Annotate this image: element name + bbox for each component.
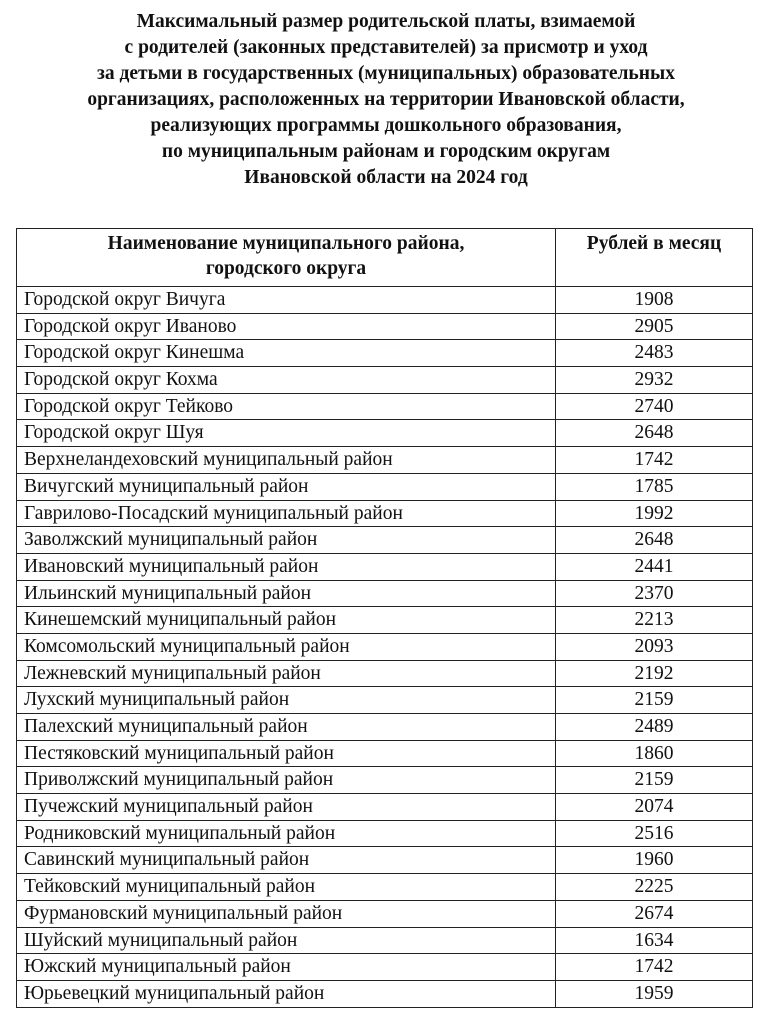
municipality-name-cell: Заволжский муниципальный район	[17, 527, 556, 554]
fee-value-cell: 1959	[556, 980, 753, 1007]
table-row	[17, 420, 753, 447]
table-body	[17, 287, 753, 1008]
fee-value-cell: 2213	[556, 607, 753, 634]
title-line: с родителей (законных представителей) за присмотр и уход	[124, 37, 648, 58]
municipality-name-cell: Городской округ Тейково	[17, 393, 556, 420]
table-row	[17, 633, 753, 660]
table-row	[17, 687, 753, 714]
table-row	[17, 767, 753, 794]
municipality-name-cell: Городской округ Вичуга	[17, 287, 556, 314]
municipality-name-cell: Родниковский муниципальный район	[17, 820, 556, 847]
fee-value-cell: 2370	[556, 580, 753, 607]
table-row	[17, 447, 753, 474]
municipality-name-cell: Лухский муниципальный район	[17, 687, 556, 714]
document-title	[0, 9, 772, 191]
fee-value-cell: 1785	[556, 473, 753, 500]
fee-value-cell: 2093	[556, 633, 753, 660]
column-header-name-line: Наименование муниципального района,	[107, 233, 465, 254]
fee-value-cell: 2192	[556, 660, 753, 687]
municipality-name-cell: Савинский муниципальный район	[17, 847, 556, 874]
title-line: организациях, расположенных на территории Ивановской области,	[87, 89, 685, 110]
title-line: по муниципальным районам и городским округам	[161, 141, 611, 162]
municipality-name-cell: Ивановский муниципальный район	[17, 553, 556, 580]
fee-value-cell: 1634	[556, 927, 753, 954]
fee-value-cell: 2648	[556, 527, 753, 554]
table-row	[17, 900, 753, 927]
fee-value-cell: 1992	[556, 500, 753, 527]
fee-value-cell: 2932	[556, 367, 753, 394]
municipality-name-cell: Городской округ Кохма	[17, 367, 556, 394]
municipality-name-cell: Комсомольский муниципальный район	[17, 633, 556, 660]
table-row	[17, 740, 753, 767]
table-row	[17, 553, 753, 580]
fee-value-cell: 2648	[556, 420, 753, 447]
table-row	[17, 660, 753, 687]
municipality-name-cell: Приволжский муниципальный район	[17, 767, 556, 794]
fee-value-cell: 2489	[556, 714, 753, 741]
table-row	[17, 714, 753, 741]
municipality-name-cell: Тейковский муниципальный район	[17, 874, 556, 901]
table-row	[17, 874, 753, 901]
fee-value-cell: 1742	[556, 447, 753, 474]
table-row	[17, 980, 753, 1007]
table-row	[17, 340, 753, 367]
table-row	[17, 367, 753, 394]
fee-value-cell: 2441	[556, 553, 753, 580]
column-header-value-label: Рублей в месяц	[586, 233, 722, 254]
table-row	[17, 607, 753, 634]
fee-value-cell: 2159	[556, 767, 753, 794]
fee-value-cell: 2740	[556, 393, 753, 420]
table-row	[17, 500, 753, 527]
fee-value-cell: 1860	[556, 740, 753, 767]
municipality-name-cell: Южский муниципальный район	[17, 954, 556, 981]
column-header-name	[17, 229, 556, 287]
municipality-name-cell: Вичугский муниципальный район	[17, 473, 556, 500]
table-row	[17, 794, 753, 821]
fee-value-cell: 2483	[556, 340, 753, 367]
fee-value-cell: 2225	[556, 874, 753, 901]
municipality-name-cell: Юрьевецкий муниципальный район	[17, 980, 556, 1007]
table-row	[17, 847, 753, 874]
fee-value-cell: 1908	[556, 287, 753, 314]
municipality-name-cell: Шуйский муниципальный район	[17, 927, 556, 954]
fee-value-cell: 2159	[556, 687, 753, 714]
title-line: реализующих программы дошкольного образования,	[150, 115, 622, 136]
fee-value-cell: 2516	[556, 820, 753, 847]
column-header-name-line: городского округа	[205, 258, 367, 279]
table-row	[17, 473, 753, 500]
column-header-value	[556, 229, 753, 287]
municipality-name-cell: Кинешемский муниципальный район	[17, 607, 556, 634]
municipality-name-cell: Городской округ Кинешма	[17, 340, 556, 367]
municipality-name-cell: Пучежский муниципальный район	[17, 794, 556, 821]
municipality-name-cell: Городской округ Шуя	[17, 420, 556, 447]
municipality-name-cell: Лежневский муниципальный район	[17, 660, 556, 687]
title-line: за детьми в государственных (муниципальных) образовательных	[97, 63, 675, 84]
title-line: Максимальный размер родительской платы, взимаемой	[136, 11, 636, 32]
table-row	[17, 927, 753, 954]
table-header-row	[17, 229, 753, 287]
fee-value-cell: 1960	[556, 847, 753, 874]
municipality-name-cell: Ильинский муниципальный район	[17, 580, 556, 607]
title-line: Ивановской области на 2024 год	[244, 167, 528, 188]
municipality-name-cell: Палехский муниципальный район	[17, 714, 556, 741]
municipality-name-cell: Городской округ Иваново	[17, 313, 556, 340]
municipality-name-cell: Гаврилово-Посадский муниципальный район	[17, 500, 556, 527]
table-row	[17, 527, 753, 554]
fee-value-cell: 2074	[556, 794, 753, 821]
municipality-name-cell: Фурмановский муниципальный район	[17, 900, 556, 927]
municipality-name-cell: Верхнеландеховский муниципальный район	[17, 447, 556, 474]
table-row	[17, 580, 753, 607]
municipality-name-cell: Пестяковский муниципальный район	[17, 740, 556, 767]
table-row	[17, 287, 753, 314]
table-row	[17, 393, 753, 420]
table-row	[17, 954, 753, 981]
fee-value-cell: 2905	[556, 313, 753, 340]
table-row	[17, 313, 753, 340]
table-row	[17, 820, 753, 847]
fee-value-cell: 1742	[556, 954, 753, 981]
fee-table	[16, 228, 753, 1008]
fee-value-cell: 2674	[556, 900, 753, 927]
